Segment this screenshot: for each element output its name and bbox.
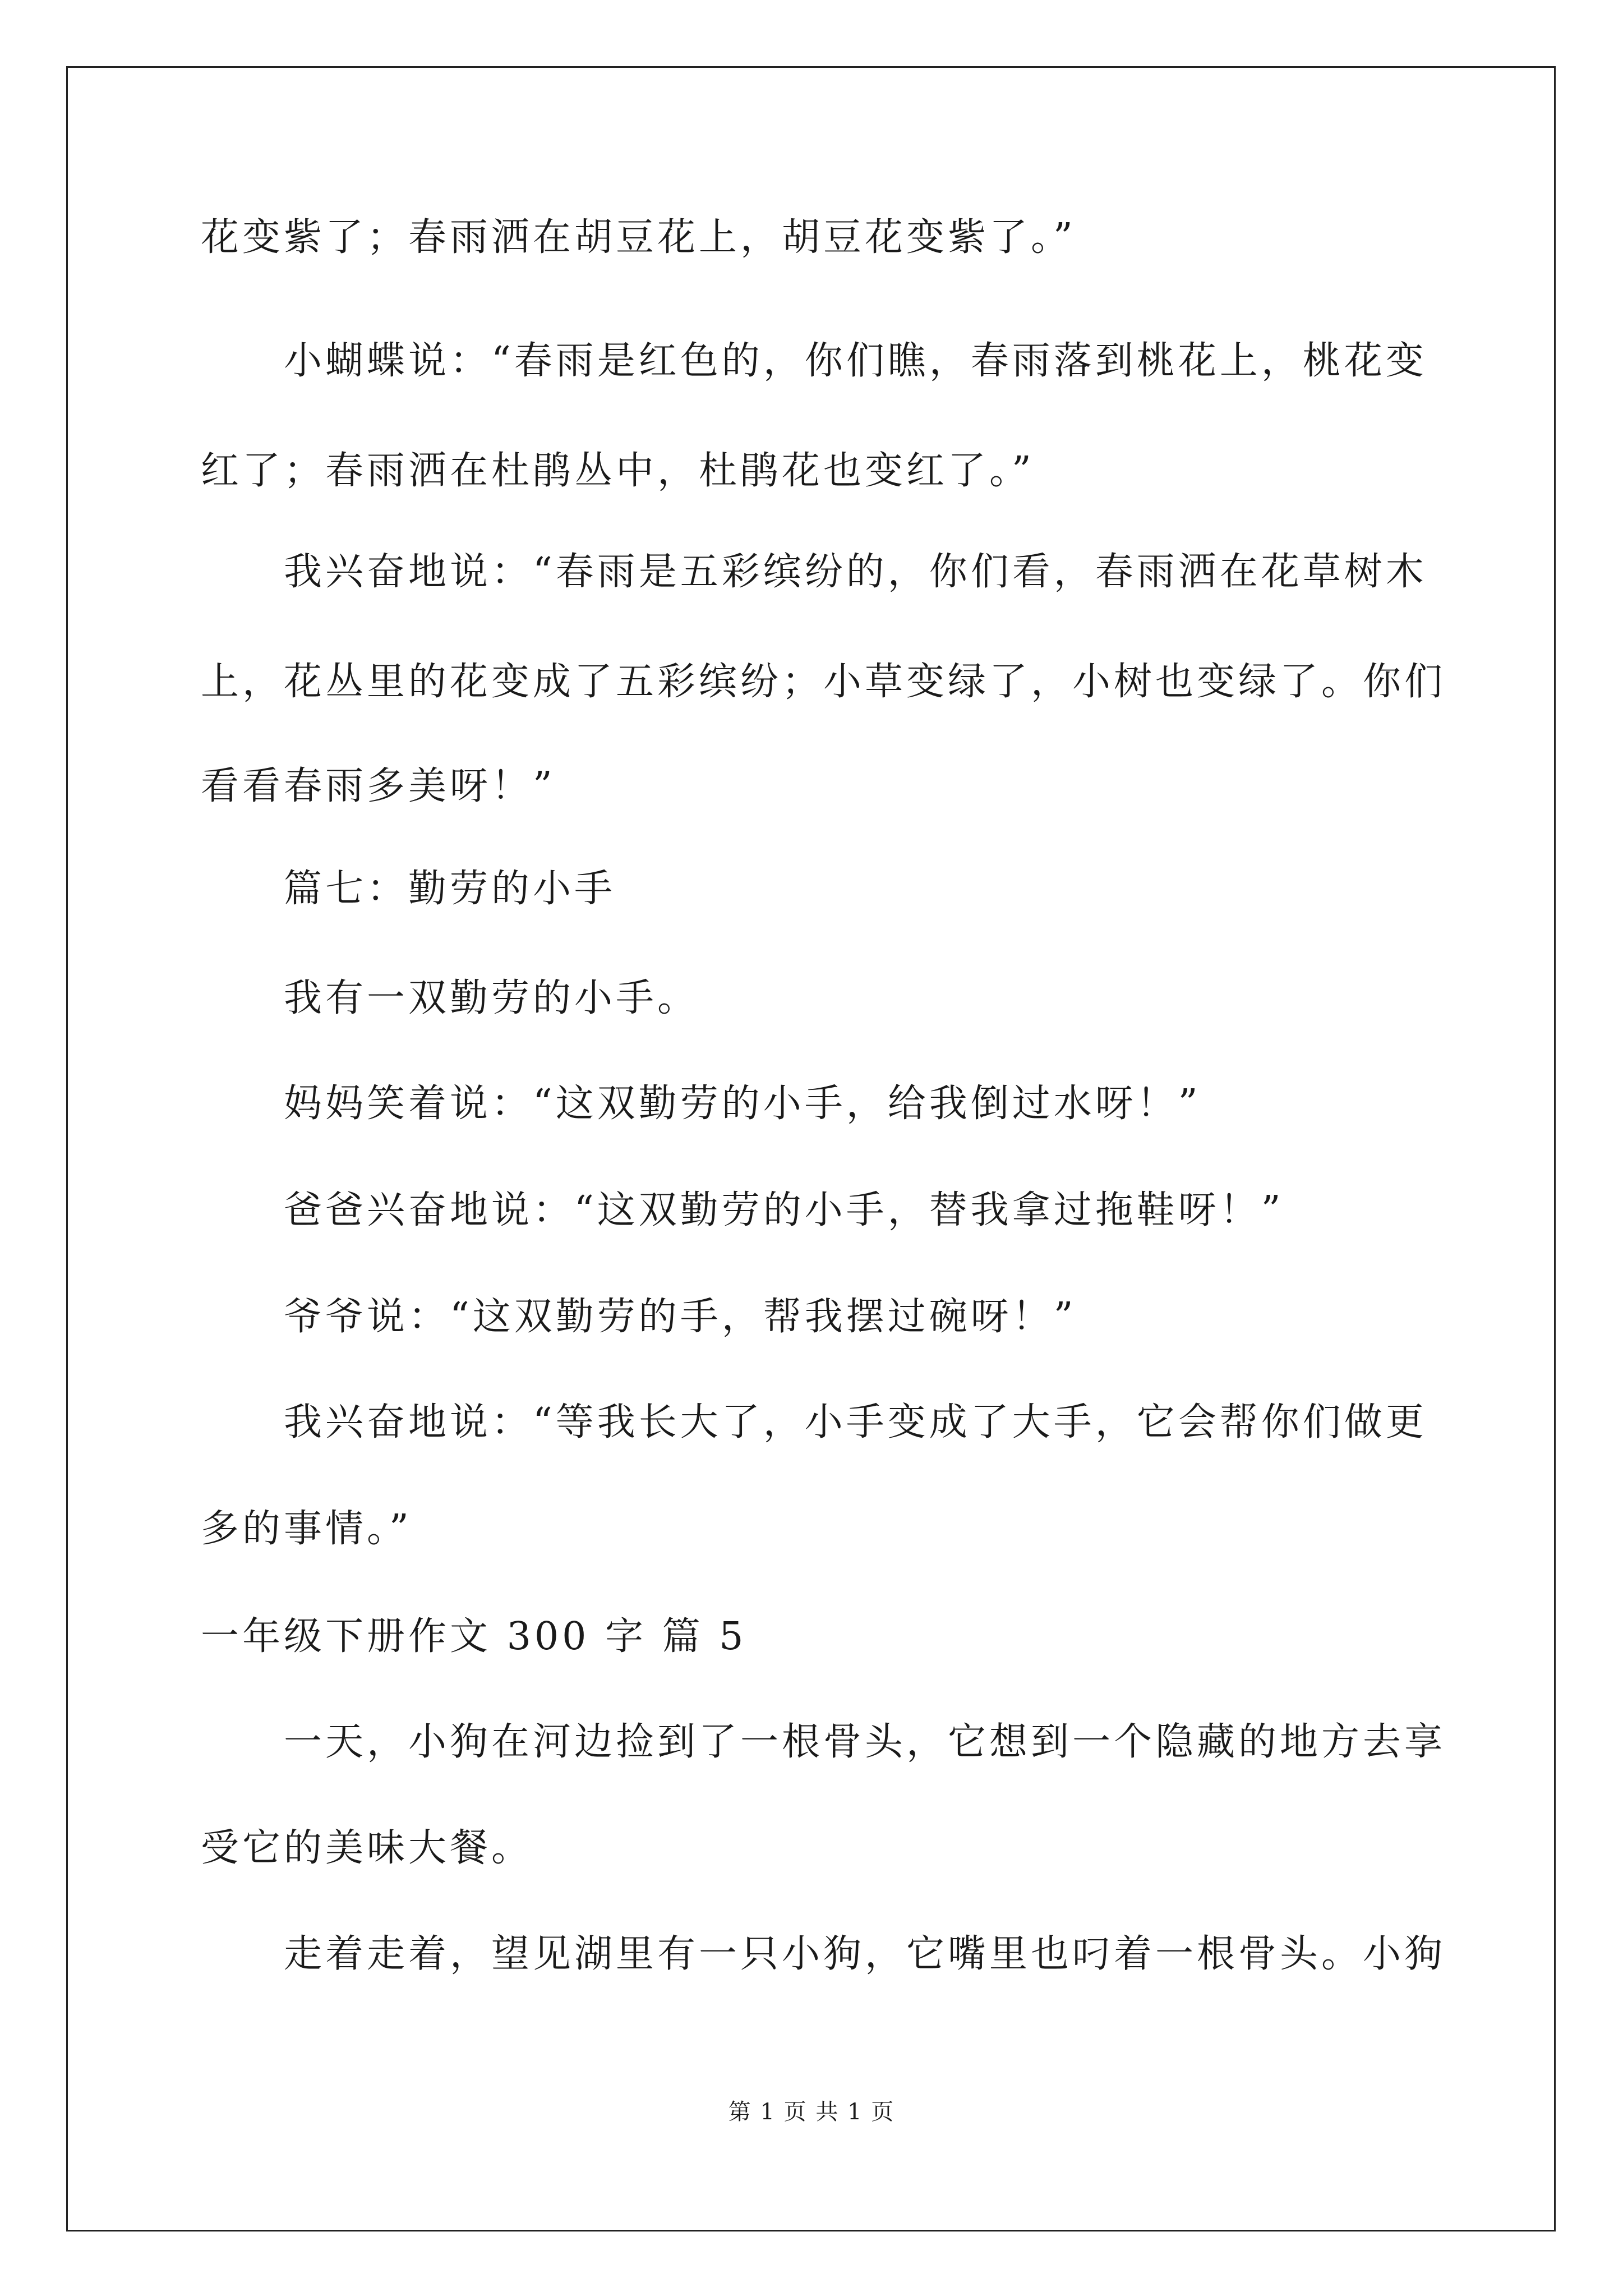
section-heading: 篇七：勤劳的小手 (284, 867, 616, 911)
paragraph-line: 爸爸兴奋地说：“这双勤劳的小手，替我拿过拖鞋呀！” (284, 1188, 1284, 1232)
paragraph-line: 走着走着，望见湖里有一只小狗，它嘴里也叼着一根骨头。小狗 (284, 1932, 1446, 1976)
paragraph-line: 我兴奋地说：“等我长大了，小手变成了大手，它会帮你们做更 (284, 1400, 1427, 1444)
paragraph-line: 小蝴蝶说：“春雨是红色的，你们瞧，春雨落到桃花上，桃花变 (284, 339, 1427, 383)
page-number-footer: 第 1 页 共 1 页 (728, 2099, 895, 2125)
article-heading: 一年级下册作文 300 字 篇 5 (201, 1614, 747, 1659)
paragraph-line: 看看春雨多美呀！” (201, 764, 556, 808)
paragraph-line: 红了；春雨洒在杜鹃丛中，杜鹃花也变红了。” (201, 449, 1035, 493)
paragraph-line: 一天，小狗在河边捡到了一根骨头，它想到一个隐藏的地方去享 (284, 1720, 1446, 1764)
paragraph-line: 多的事情。” (201, 1507, 412, 1551)
paragraph-line: 上，花丛里的花变成了五彩缤纷；小草变绿了，小树也变绿了。你们 (201, 660, 1446, 704)
paragraph-line: 我有一双勤劳的小手。 (284, 976, 699, 1020)
page-border (66, 66, 1556, 2231)
paragraph-line: 我兴奋地说：“春雨是五彩缤纷的，你们看，春雨洒在花草树木 (284, 550, 1427, 594)
paragraph-line: 受它的美味大餐。 (201, 1826, 533, 1870)
paragraph-line: 妈妈笑着说：“这双勤劳的小手，给我倒过水呀！” (284, 1082, 1201, 1126)
paragraph-line: 花变紫了；春雨洒在胡豆花上，胡豆花变紫了。” (201, 215, 1076, 260)
paragraph-line: 爷爷说：“这双勤劳的手，帮我摆过碗呀！” (284, 1295, 1077, 1339)
